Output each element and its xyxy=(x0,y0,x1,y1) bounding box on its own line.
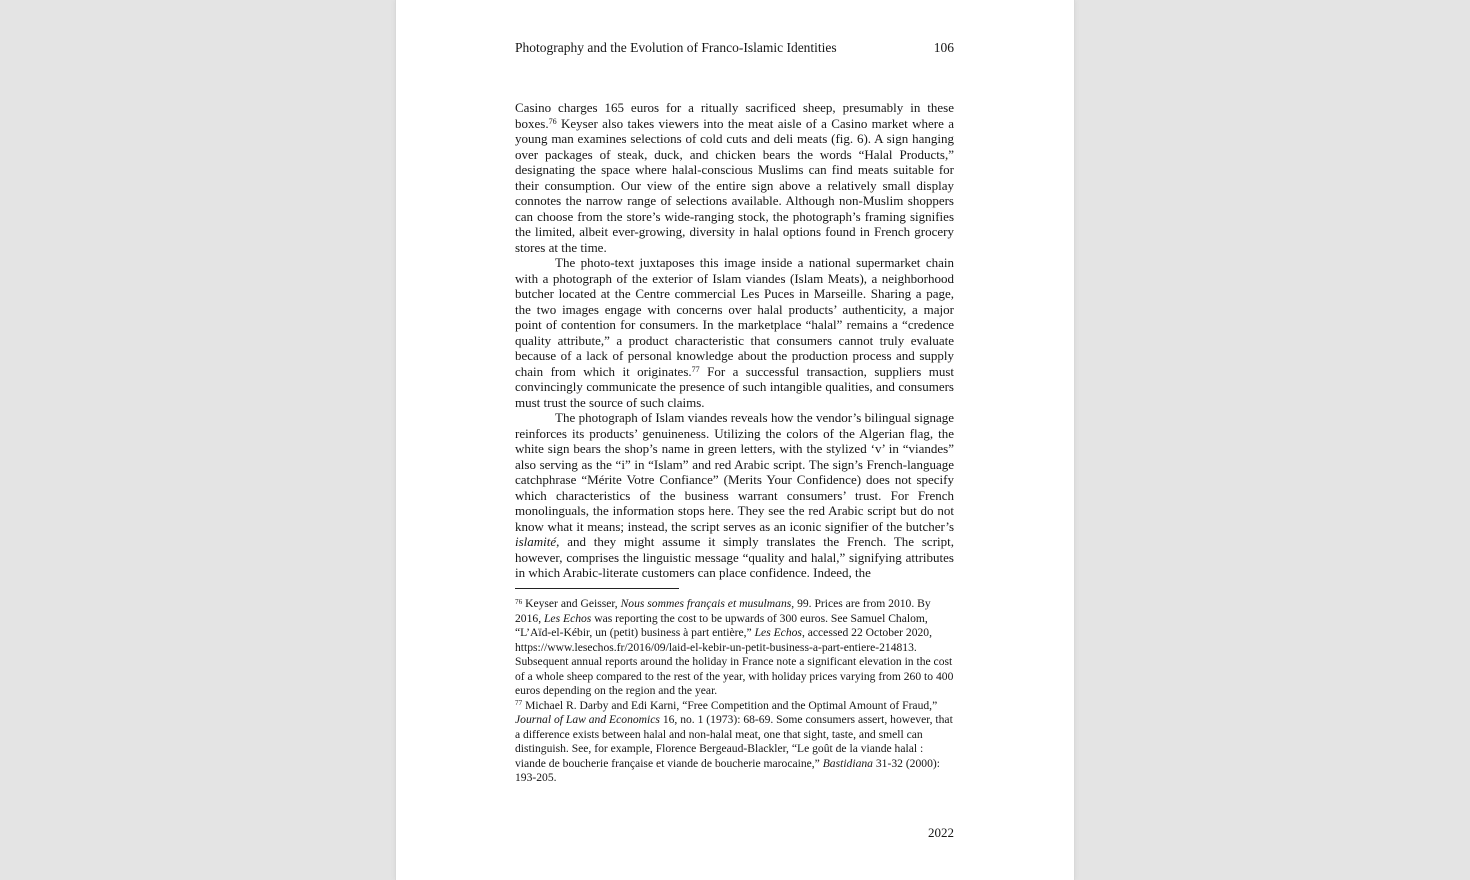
footnotes xyxy=(515,597,954,786)
text-run: was reporting the cost to be upwards of 300 euros. See Samuel Chalom, “L’Aïd-el-Kébir, un (petit) business à part entière,” xyxy=(515,611,928,639)
running-header xyxy=(515,40,954,56)
italic-text: Nous sommes français et musulmans xyxy=(620,597,792,610)
text-run: 31-32 (2000): 193-205. xyxy=(515,756,940,784)
page-number: 106 xyxy=(933,40,954,55)
text-run: Casino charges 165 euros for a ritually sacrificed sheep, presumably in these boxes. xyxy=(515,100,954,131)
footnote-marker: 76 xyxy=(515,597,523,606)
text-run: , accessed 22 October 2020, https://www.lesechos.fr/2016/09/laid-el-kebir-un-petit-business-a-part-entiere-214813. Subsequent annual reports around the holiday in France note a significant elevation in the cost of a whole sheep compared to the rest of the year, with holiday prices varying from 260 to 400 euros depending on the region and the year. xyxy=(515,626,954,697)
text-run: The photo-text juxtaposes this image inside a national supermarket chain with a photograph of the exterior of Islam viandes (Islam Meats), a neighborhood butcher located at the Centre commercial Les Puces in Marseille. Sharing a page, the two images engage with concerns over halal products’ authenticity, a major point of contention for consumers. In the marketplace “halal” remains a “credence quality attribute,” a product characteristic that consumers cannot truly evaluate because of a lack of personal knowledge about the production process and supply chain from which it originates. xyxy=(515,255,954,379)
footnote-1 xyxy=(515,597,954,699)
text-run: The photograph of Islam viandes reveals how the vendor’s bilingual signage reinforces its products’ genuineness. Utilizing the colors of the Algerian flag, the white sign bears the shop’s name in green letters, with the stylized ‘v’ in “viandes” also serving as the “i” in “Islam” and red Arabic script. The sign’s French-language catchphrase “Mérite Votre Confiance” (Merits Your Confidence) does not specify which characteristics of the business warrant consumers’ trust. For French monolinguals, the information stops here. They see the red Arabic script but do not know what it means; instead, the script serves as an iconic signifier of the butcher’s xyxy=(515,410,954,534)
body-text xyxy=(515,100,954,581)
text-run: , 99. Prices are from 2010. By 2016, xyxy=(515,597,931,625)
italic-text: Les Echos xyxy=(754,626,802,639)
text-run: Keyser also takes viewers into the meat aisle of a Casino market where a young man examines selections of cold cuts and deli meats (fig. 6). A sign hanging over packages of steak, duck, and chicken bears the words “Halal Products,” designating the space where halal-conscious Muslims can find meats suitable for their consumption. Our view of the entire sign above a relatively small display connotes the narrow range of selections available. Although non-Muslim shoppers can choose from the store’s wide-ranging stock, the photograph’s framing signifies the limited, albeit ever-growing, diversity in halal options found in French grocery stores at the time. xyxy=(515,115,954,255)
italic-text: Bastidiana xyxy=(822,756,873,770)
text-run: Michael R. Darby and Edi Karni, “Free Competition and the Optimal Amount of Fraud,” xyxy=(522,698,938,712)
footnote-marker: 76 xyxy=(548,116,557,126)
italic-text: islamité xyxy=(515,534,557,549)
text-run: Keyser and Geisser, xyxy=(522,597,621,610)
text-run: , and they might assume it simply translates the French. The script, however, comprises the linguistic message “quality and halal,” signifying attributes in which Arabic-literate customers can place confidence. Indeed, the xyxy=(515,534,954,580)
body-paragraph-1 xyxy=(515,100,954,255)
footnote-separator xyxy=(515,588,679,589)
text-run: 16, no. 1 (1973): 68-69. Some consumers assert, however, that a difference exists between halal and non-halal meat, one that sight, taste, and smell can distinguish. See, for example, Florence Bergeaud-Blackler, “Le goût de la viande halal : viande de boucherie française et viande de boucherie marocaine,” xyxy=(515,713,953,770)
running-header-title: Photography and the Evolution of Franco-Islamic Identities xyxy=(515,40,837,55)
body-paragraph-3 xyxy=(515,410,954,581)
body-paragraph-2 xyxy=(515,255,954,410)
footnote-marker: 77 xyxy=(515,699,523,708)
document-page xyxy=(395,0,1075,880)
footnote-marker: 77 xyxy=(691,364,700,374)
footnote-2 xyxy=(515,699,954,786)
italic-text: Les Echos xyxy=(543,611,592,625)
text-run: For a successful transaction, suppliers must convincingly communicate the presence of such intangible qualities, and consumers must trust the source of such claims. xyxy=(515,363,955,410)
footer-year: 2022 xyxy=(928,825,954,840)
italic-text: Journal of Law and Economics xyxy=(515,713,660,726)
